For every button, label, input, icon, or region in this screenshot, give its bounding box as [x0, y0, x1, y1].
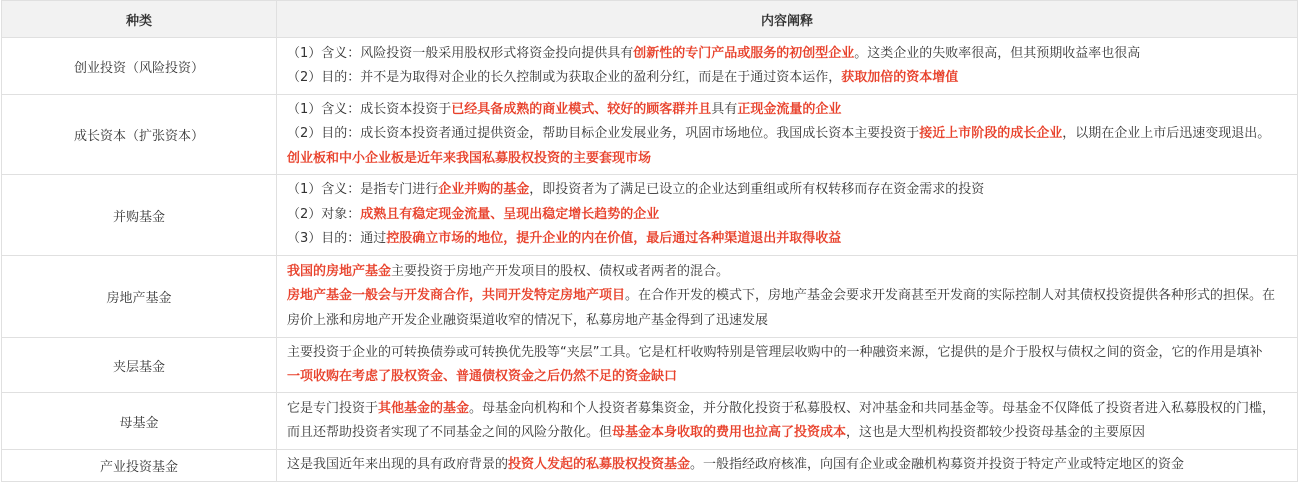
row-content	[277, 38, 1298, 95]
content-line	[287, 260, 1289, 284]
row-category: 夹层基金	[2, 338, 277, 393]
content-text: （2）目的：并不是为取得对企业的长久控制或为获取企业的盈利分红，而是在于通过资本运作，	[287, 70, 842, 85]
row-content	[277, 450, 1298, 482]
content-line	[287, 122, 1289, 146]
highlight-text: 正现金流量的企业	[737, 101, 842, 117]
row-content	[277, 338, 1298, 393]
highlight-text: 控股确立市场的地位，提升企业的内在价值，最后通过各种渠道退出并取得收益	[386, 231, 842, 247]
highlight-text: 成熟且有稳定现金流量、呈现出稳定增长趋势的企业	[360, 206, 660, 222]
content-line	[287, 66, 1289, 90]
highlight-text: 已经具备成熟的商业模式、较好的顾客群并且	[451, 101, 712, 117]
table-header-row	[2, 1, 1298, 38]
table-row	[2, 38, 1298, 95]
highlight-text: 获取加倍的资本增值	[841, 70, 959, 85]
content-text: 房价上涨和房地产开发企业融资渠道收窄的情况下，私募房地产基金得到了迅速发展	[287, 312, 769, 328]
content-text: ，这也是大型机构投资都较少投资母基金的主要原因	[846, 425, 1146, 440]
content-text: （2）对象：	[287, 206, 361, 222]
content-text: （1）含义：成长资本投资于	[287, 101, 452, 117]
highlight-text: 母基金本身收取的费用也拉高了投资成本	[612, 425, 847, 440]
content-line	[287, 227, 1289, 251]
content-line	[287, 341, 1289, 365]
content-line	[287, 453, 1289, 477]
content-text: 具有	[711, 101, 738, 117]
fund-types-table	[1, 0, 1298, 482]
table-row	[2, 95, 1298, 175]
highlight-text: 企业并购的基金	[438, 182, 530, 198]
row-content	[277, 175, 1298, 256]
highlight-text: 一项收购在考虑了股权资金、普通债权资金之后仍然不足的资金缺口	[287, 369, 678, 384]
highlight-text: 其他基金的基金	[378, 400, 470, 416]
table-row	[2, 175, 1298, 256]
content-text: 这是我国近年来出现的具有政府背景的	[287, 457, 509, 473]
content-line	[287, 42, 1289, 66]
row-category: 成长资本（扩张资本）	[2, 95, 277, 175]
row-content	[277, 393, 1298, 450]
row-category: 房地产基金	[2, 256, 277, 338]
content-text: 。这类企业的失败率很高，但其预期收益率也很高	[854, 45, 1141, 61]
content-line	[287, 421, 1289, 445]
table-row	[2, 338, 1298, 393]
highlight-text: 创新性的专门产品或服务的初创型企业	[633, 45, 855, 61]
content-text: 而且还帮助投资者实现了不同基金之间的风险分散化。但	[287, 425, 613, 440]
row-category: 产业投资基金	[2, 450, 277, 482]
content-text: ，以期在企业上市后迅速变现退出。	[1062, 126, 1271, 142]
highlight-text: 创业板和中小企业板是近年来我国私募股权投资的主要套现市场	[287, 150, 652, 166]
highlight-text: 我国的房地产基金	[287, 263, 392, 279]
row-content	[277, 256, 1298, 338]
row-category: 并购基金	[2, 175, 277, 256]
content-text: 。母基金向机构和个人投资者募集资金，并分散化投资于私募股权、对冲基金和共同基金等。母基金不仅降低了投资者进入私募股权的门槛，	[469, 400, 1276, 416]
content-line	[287, 203, 1289, 227]
header-category: 种类	[2, 1, 277, 38]
content-line	[287, 178, 1289, 202]
content-text: （3）目的：通过	[287, 231, 387, 247]
header-content: 内容阐释	[277, 1, 1298, 38]
table-row	[2, 393, 1298, 450]
table-row	[2, 450, 1298, 482]
content-line	[287, 365, 1289, 389]
row-category: 创业投资（风险投资）	[2, 38, 277, 95]
content-text: 主要投资于企业的可转换债券或可转换优先股等“夹层”工具。它是杠杆收购特别是管理层收购中的一种融资来源，它提供的是介于股权与债权之间的资金，它的作用是填补	[287, 344, 1263, 360]
content-text: ，即投资者为了满足已设立的企业达到重组或所有权转移而存在资金需求的投资	[529, 182, 985, 198]
content-line	[287, 309, 1289, 333]
content-text: 它是专门投资于	[287, 400, 379, 416]
table-body	[2, 38, 1298, 482]
content-line	[287, 147, 1289, 171]
content-text: （1）含义：风险投资一般采用股权形式将资金投向提供具有	[287, 45, 634, 61]
content-line	[287, 397, 1289, 421]
content-text: （2）目的：成长资本投资者通过提供资金，帮助目标企业发展业务，巩固市场地位。我国成长资本主要投资于	[287, 126, 920, 142]
content-text: 。在合作开发的模式下，房地产基金会要求开发商甚至开发商的实际控制人对其债权投资提供各种形式的担保。在	[625, 288, 1276, 304]
content-text: 。一般指经政府核准，向国有企业或金融机构募资并投资于特定产业或特定地区的资金	[690, 457, 1185, 473]
content-line	[287, 98, 1289, 122]
highlight-text: 投资人发起的私募股权投资基金	[508, 457, 691, 473]
table-row	[2, 256, 1298, 338]
highlight-text: 接近上市阶段的成长企业	[919, 126, 1063, 142]
content-line	[287, 284, 1289, 308]
highlight-text: 房地产基金一般会与开发商合作，共同开发特定房地产项目	[287, 288, 626, 304]
row-content	[277, 95, 1298, 175]
row-category: 母基金	[2, 393, 277, 450]
content-text: （1）含义：是指专门进行	[287, 182, 439, 198]
content-text: 主要投资于房地产开发项目的股权、债权或者两者的混合。	[391, 263, 730, 279]
